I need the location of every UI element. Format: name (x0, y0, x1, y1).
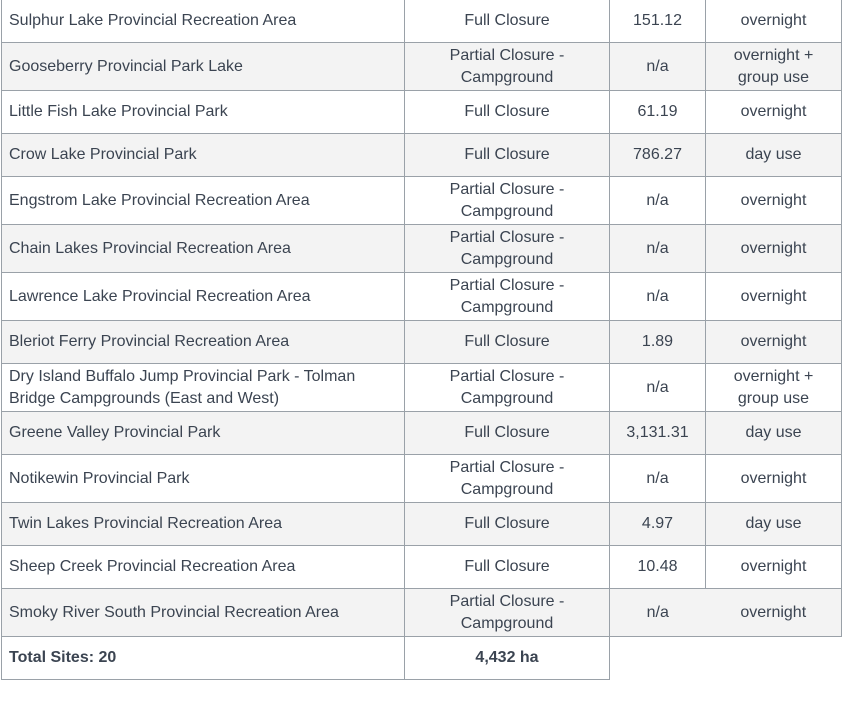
closure-type: Full Closure (405, 321, 610, 364)
use-type: overnight (706, 589, 842, 637)
use-type: overnight + group use (706, 43, 842, 91)
use-type: overnight (706, 321, 842, 364)
use-type: overnight (706, 546, 842, 589)
site-name: Dry Island Buffalo Jump Provincial Park - Tolman Bridge Campgrounds (East and West) (2, 364, 405, 412)
area-ha: n/a (610, 273, 706, 321)
site-name: Crow Lake Provincial Park (2, 134, 405, 177)
table-row (2, 43, 842, 91)
table-row (2, 364, 842, 412)
closure-type: Full Closure (405, 546, 610, 589)
table-row (2, 321, 842, 364)
total-area: 4,432 ha (405, 637, 610, 680)
use-type: overnight (706, 0, 842, 43)
area-ha: 61.19 (610, 91, 706, 134)
total-sites: Total Sites: 20 (2, 637, 405, 680)
table-row (2, 589, 842, 637)
site-name: Gooseberry Provincial Park Lake (2, 43, 405, 91)
area-ha: 786.27 (610, 134, 706, 177)
area-ha: 1.89 (610, 321, 706, 364)
use-type: overnight (706, 455, 842, 503)
table-row (2, 455, 842, 503)
site-name: Sheep Creek Provincial Recreation Area (2, 546, 405, 589)
closure-type: Full Closure (405, 503, 610, 546)
site-name: Smoky River South Provincial Recreation Area (2, 589, 405, 637)
closure-type: Partial Closure - Campground (405, 43, 610, 91)
area-ha: n/a (610, 455, 706, 503)
footer-empty-cell (610, 637, 842, 680)
area-ha: n/a (610, 589, 706, 637)
area-ha: 3,131.31 (610, 412, 706, 455)
table-row (2, 546, 842, 589)
use-type: day use (706, 503, 842, 546)
site-name: Twin Lakes Provincial Recreation Area (2, 503, 405, 546)
area-ha: n/a (610, 43, 706, 91)
table-row (2, 503, 842, 546)
area-ha: n/a (610, 225, 706, 273)
site-name: Engstrom Lake Provincial Recreation Area (2, 177, 405, 225)
table-row (2, 225, 842, 273)
site-name: Bleriot Ferry Provincial Recreation Area (2, 321, 405, 364)
closure-type: Full Closure (405, 91, 610, 134)
table-row (2, 134, 842, 177)
area-ha: n/a (610, 364, 706, 412)
site-name: Notikewin Provincial Park (2, 455, 405, 503)
site-name: Chain Lakes Provincial Recreation Area (2, 225, 405, 273)
use-type: day use (706, 412, 842, 455)
use-type: overnight (706, 91, 842, 134)
closure-type: Partial Closure - Campground (405, 455, 610, 503)
closures-table (1, 0, 842, 680)
table-footer-row (2, 637, 842, 680)
site-name: Little Fish Lake Provincial Park (2, 91, 405, 134)
table-row (2, 91, 842, 134)
area-ha: 151.12 (610, 0, 706, 43)
closure-type: Partial Closure - Campground (405, 225, 610, 273)
area-ha: 4.97 (610, 503, 706, 546)
site-name: Lawrence Lake Provincial Recreation Area (2, 273, 405, 321)
closure-type: Partial Closure - Campground (405, 177, 610, 225)
site-name: Sulphur Lake Provincial Recreation Area (2, 0, 405, 43)
use-type: overnight + group use (706, 364, 842, 412)
closure-type: Partial Closure - Campground (405, 273, 610, 321)
closure-type: Partial Closure - Campground (405, 364, 610, 412)
table-row (2, 273, 842, 321)
table-row (2, 412, 842, 455)
closure-type: Partial Closure - Campground (405, 589, 610, 637)
closure-type: Full Closure (405, 412, 610, 455)
table-row (2, 177, 842, 225)
area-ha: 10.48 (610, 546, 706, 589)
area-ha: n/a (610, 177, 706, 225)
closure-type: Full Closure (405, 0, 610, 43)
use-type: overnight (706, 225, 842, 273)
table-row (2, 0, 842, 43)
closure-type: Full Closure (405, 134, 610, 177)
use-type: overnight (706, 177, 842, 225)
use-type: overnight (706, 273, 842, 321)
use-type: day use (706, 134, 842, 177)
site-name: Greene Valley Provincial Park (2, 412, 405, 455)
